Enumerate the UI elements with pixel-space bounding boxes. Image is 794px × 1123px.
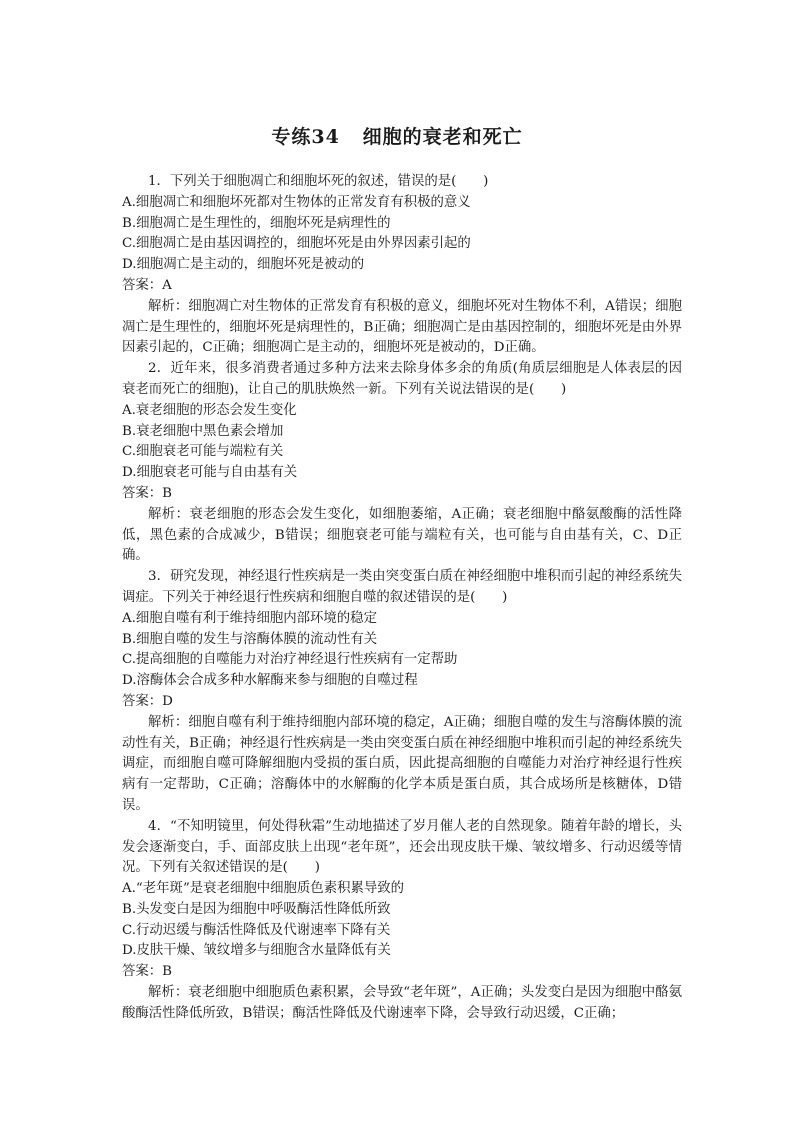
answer-option: B.头发变白是因为细胞中呼吸酶活性降低所致 [122,901,391,917]
document-body [122,172,682,1025]
question-stem: 1．下列关于细胞凋亡和细胞坏死的叙述，错误的是( ) [148,174,489,189]
answer-option: C.细胞衰老可能与端粒有关 [122,444,284,460]
answer-key: 答案：B [122,485,173,501]
answer-option: A.细胞凋亡和细胞坏死都对生物体的正常发育有积极的意义 [122,194,471,210]
answer-option: D.皮肤干燥、皱纹增多与细胞含水量降低有关 [122,943,391,959]
answer-analysis: 解析：细胞凋亡对生物体的正常发育有积极的意义，细胞坏死对生物体不利，A错误；细胞凋亡是生理性的，细胞坏死是病理性的，B正确；细胞凋亡是由基因控制的，细胞坏死是由外界因素引起的，C正确；细胞凋亡是主动的，细胞坏死是被动的，D正确。 [122,298,682,356]
answer-option: A.衰老细胞的形态会发生变化 [122,402,297,418]
answer-option: C.提高细胞的自噬能力对治疗神经退行性疾病有一定帮助 [122,652,458,668]
question-stem: 4．“不知明镜里，何处得秋霜”生动地描述了岁月催人老的自然现象。随着年龄的增长，头发会逐渐变白，手、面部皮肤上出现“老年斑”，还会出现皮肤干燥、皱纹增多、行动迟缓等情况。下列有关叙述错误的是( ) [122,818,682,876]
answer-option: C.行动迟缓与酶活性降低及代谢速率下降有关 [122,922,391,938]
answer-analysis: 解析：衰老细胞的形态会发生变化，如细胞萎缩，A正确；衰老细胞中酪氨酸酶的活性降低，黑色素的合成减少，B错误；细胞衰老可能与端粒有关，也可能与自由基有关，C、D正确。 [122,506,682,564]
answer-option: A.细胞自噬有利于维持细胞内部环境的稳定 [122,610,377,626]
answer-analysis: 解析：细胞自噬有利于维持细胞内部环境的稳定，A正确；细胞自噬的发生与溶酶体膜的流动性有关，B正确；神经退行性疾病是一类由突变蛋白质在神经细胞中堆积而引起的神经系统失调症，而细胞自噬可降解细胞内受损的蛋白质，因此提高细胞的自噬能力对治疗神经退行性疾病有一定帮助，C正确；溶酶体中的水解酶的化学本质是蛋白质，其合成场所是核糖体，D错误。 [122,714,682,813]
answer-key: 答案：A [122,277,172,293]
answer-key: 答案：D [122,693,173,709]
question-stem: 3．研究发现，神经退行性疾病是一类由突变蛋白质在神经细胞中堆积而引起的神经系统失调症。下列关于神经退行性疾病和细胞自噬的叙述错误的是( ) [122,569,682,605]
answer-option: C.细胞凋亡是由基因调控的，细胞坏死是由外界因素引起的 [122,236,471,252]
answer-option: B.细胞自噬的发生与溶酶体膜的流动性有关 [122,631,378,647]
answer-option: A.“老年斑”是衰老细胞中细胞质色素积累导致的 [122,881,405,897]
question-stem: 2．近年来，很多消费者通过多种方法来去除身体多余的角质(角质层细胞是人体表层的因衰老而死亡的细胞)，让自己的肌肤焕然一新。下列有关说法错误的是( ) [122,361,682,397]
answer-option: D.细胞衰老可能与自由基有关 [122,465,298,481]
answer-option: D.溶酶体会合成多种水解酶来参与细胞的自噬过程 [122,673,418,689]
answer-analysis: 解析：衰老细胞中细胞质色素积累，会导致“老年斑”，A正确；头发变白是因为细胞中酪氨酸酶活性降低所致，B错误；酶活性降低及代谢速率下降，会导致行动迟缓，C正确； [122,985,682,1021]
answer-option: B.细胞凋亡是生理性的，细胞坏死是病理性的 [122,215,391,231]
answer-key: 答案：B [122,964,173,980]
answer-option: D.细胞凋亡是主动的，细胞坏死是被动的 [122,257,365,273]
answer-option: B.衰老细胞中黑色素会增加 [122,423,284,439]
page-title: 专练34 细胞的衰老和死亡 [271,126,523,148]
